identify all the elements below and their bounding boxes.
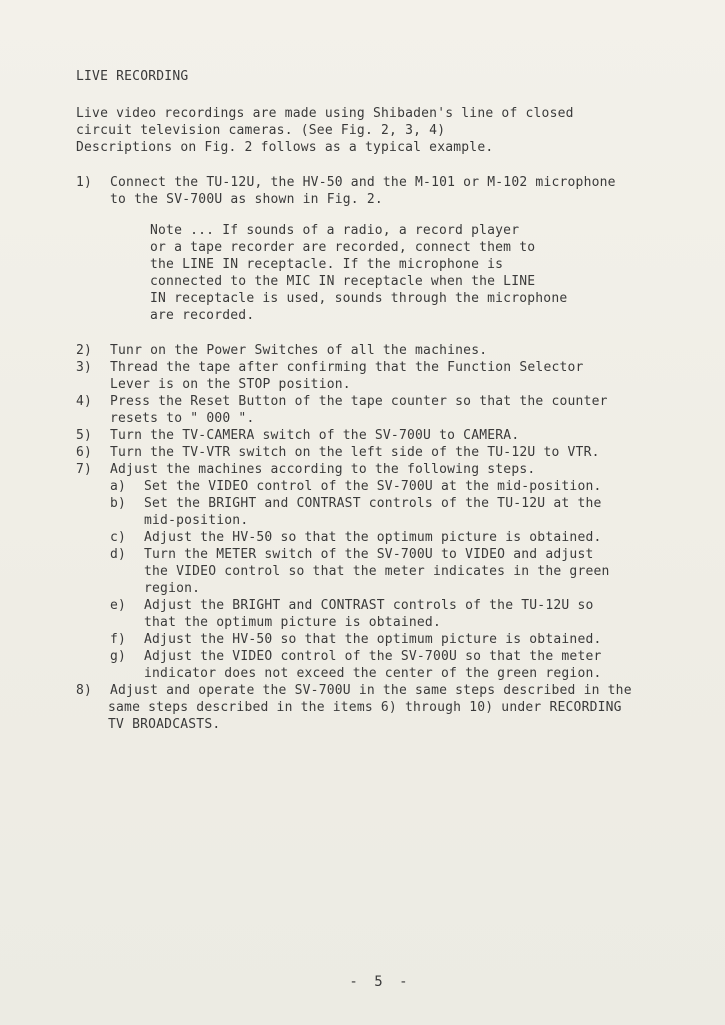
step-line: resets to " 000 ". [110, 411, 255, 426]
substep-line: region. [144, 581, 201, 596]
substep-letter: e) [110, 598, 127, 613]
step-line: Connect the TU-12U, the HV-50 and the M-101 or M-102 microphone [110, 175, 616, 190]
step-line: Thread the tape after confirming that the Function Selector [110, 360, 584, 375]
step-3 [76, 359, 676, 393]
substep-letter: g) [110, 649, 127, 664]
note-block [150, 222, 590, 324]
intro-line: Live video recordings are made using Shibaden's line of closed [76, 106, 574, 121]
step-1 [76, 174, 676, 208]
substep-line: mid-position. [144, 513, 249, 528]
step-number: 6) [76, 445, 93, 460]
step-2 [76, 342, 676, 359]
substep-letter: d) [110, 547, 127, 562]
substep-line: Set the VIDEO control of the SV-700U at the mid-position. [144, 479, 602, 494]
note-line: IN receptacle is used, sounds through the microphone [150, 291, 568, 306]
substep-a [76, 478, 676, 495]
intro-line: Descriptions on Fig. 2 follows as a typical example. [76, 140, 494, 155]
substep-d [76, 546, 676, 597]
step-line: TV BROADCASTS. [108, 717, 221, 732]
substep-letter: f) [110, 632, 127, 647]
step-number: 1) [76, 175, 93, 190]
step-number: 7) [76, 462, 93, 477]
note-line: Note ... If sounds of a radio, a record player [150, 223, 520, 238]
substep-b [76, 495, 676, 529]
step-line: Lever is on the STOP position. [110, 377, 351, 392]
substep-line: Adjust the BRIGHT and CONTRAST controls of the TU-12U so [144, 598, 594, 613]
step-4 [76, 393, 676, 427]
substep-g [76, 648, 676, 682]
step-line: to the SV-700U as shown in Fig. 2. [110, 192, 383, 207]
substep-e [76, 597, 676, 631]
step-line: Turn the TV-CAMERA switch of the SV-700U to CAMERA. [110, 428, 520, 443]
step-line: Tunr on the Power Switches of all the machines. [110, 343, 488, 358]
intro-line: circuit television cameras. (See Fig. 2, 3, 4) [76, 123, 446, 138]
intro-paragraph [76, 105, 676, 156]
note-line: connected to the MIC IN receptacle when the LINE [150, 274, 536, 289]
document-body [76, 68, 676, 733]
substep-line: Adjust the HV-50 so that the optimum picture is obtained. [144, 530, 602, 545]
step-number: 3) [76, 360, 93, 375]
substep-c [76, 529, 676, 546]
step-5 [76, 427, 676, 444]
step-line: Press the Reset Button of the tape counter so that the counter [110, 394, 608, 409]
substep-line: Adjust the HV-50 so that the optimum picture is obtained. [144, 632, 602, 647]
step-7 [76, 461, 676, 478]
step-line: Adjust the machines according to the following steps. [110, 462, 536, 477]
substep-line: Turn the METER switch of the SV-700U to VIDEO and adjust [144, 547, 594, 562]
section-heading: LIVE RECORDING [76, 69, 189, 84]
step-line: Turn the TV-VTR switch on the left side of the TU-12U to VTR. [110, 445, 600, 460]
substep-line: that the optimum picture is obtained. [144, 615, 441, 630]
page-number: - 5 - [349, 974, 412, 990]
step-8 [76, 682, 676, 733]
substep-line: Set the BRIGHT and CONTRAST controls of the TU-12U at the [144, 496, 602, 511]
step-number: 4) [76, 394, 93, 409]
substep-line: indicator does not exceed the center of the green region. [144, 666, 602, 681]
step-number: 5) [76, 428, 93, 443]
step-number: 2) [76, 343, 93, 358]
substep-letter: c) [110, 530, 127, 545]
substep-line: Adjust the VIDEO control of the SV-700U so that the meter [144, 649, 602, 664]
step-line: Adjust and operate the SV-700U in the same steps described in the [110, 683, 632, 698]
step-number: 8) [76, 683, 93, 698]
note-line: or a tape recorder are recorded, connect them to [150, 240, 536, 255]
note-line: are recorded. [150, 308, 255, 323]
substep-f [76, 631, 676, 648]
step-6 [76, 444, 676, 461]
substep-letter: a) [110, 479, 127, 494]
substep-letter: b) [110, 496, 127, 511]
substep-line: the VIDEO control so that the meter indicates in the green [144, 564, 610, 579]
step-line: same steps described in the items 6) through 10) under RECORDING [108, 700, 622, 715]
note-line: the LINE IN receptacle. If the microphone is [150, 257, 504, 272]
